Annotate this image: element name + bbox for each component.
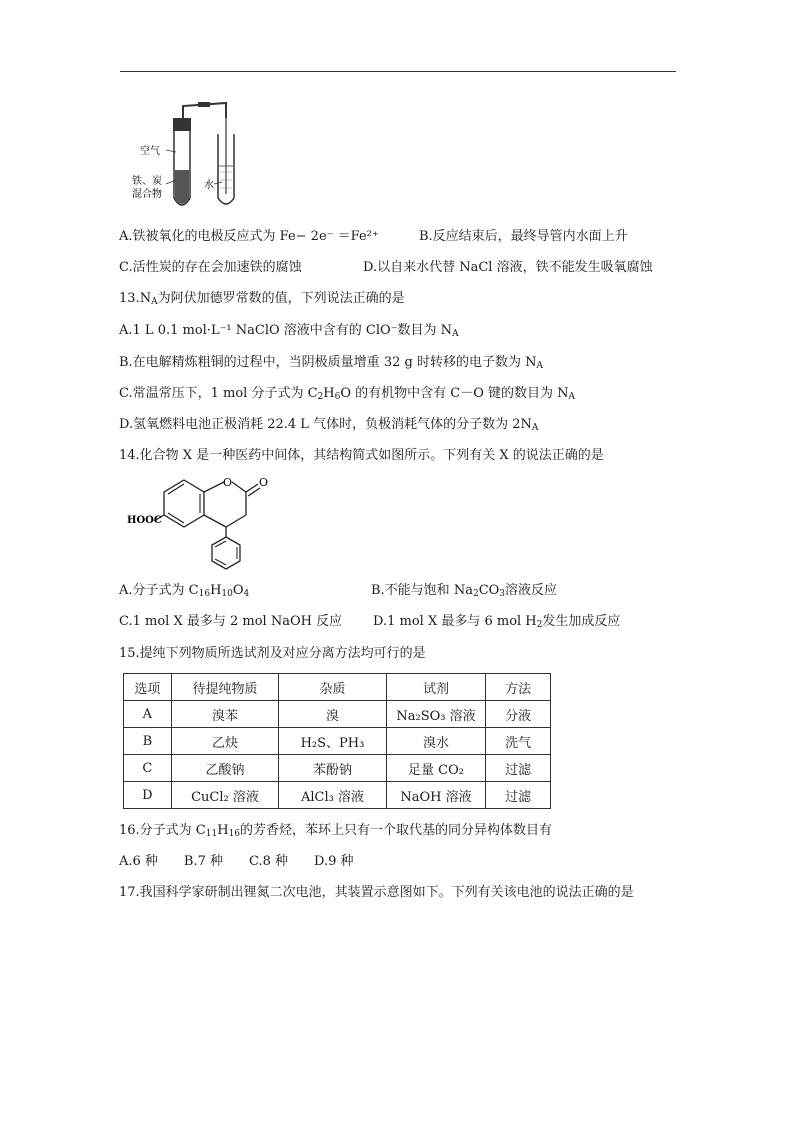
table-cell: 苯酚钠 (279, 755, 386, 782)
q16-stem: 16.分子式为 $C_{11}H_{16}$的芳香烃，苯环上只有一个取代基的同分异构体数目有 (119, 823, 553, 839)
table-cell: D (124, 782, 172, 809)
header-rule (120, 71, 676, 72)
q16-options: A.6 种 B.7 种 C.8 种 D.9 种 (119, 854, 354, 869)
q14-option-a: A.分子式为 $C_{16}H_{10}O_4$ (119, 583, 250, 599)
q13-option-c: C.常温常压下，1 mol 分子式为 $C_2H_6O$ 的有机物中含有 C－O 键的数目为 $N_A$ (119, 386, 576, 402)
q17-stem: 17.我国科学家研制出锂氮二次电池，其装置示意图如下。下列有关该电池的说法正确的是 (119, 885, 634, 900)
label-water: 水 (204, 180, 214, 191)
q14-option-b: B.不能与饱和 $Na_2CO_3$溶液反应 (371, 583, 558, 599)
q12-option-c: C.活性炭的存在会加速铁的腐蚀 (119, 260, 302, 275)
table-header: 试剂 (386, 674, 486, 701)
carbonyl-oxygen: O (259, 476, 269, 489)
label-mixture-1: 铁、炭 (132, 176, 162, 187)
table-cell: 足量 CO₂ (386, 755, 486, 782)
table-cell: 分液 (486, 701, 551, 728)
table-header: 选项 (124, 674, 172, 701)
corrosion-apparatus-diagram (132, 98, 248, 213)
table-cell: 溴 (279, 701, 386, 728)
table-cell: B (124, 728, 172, 755)
table-cell: NaOH 溶液 (386, 782, 486, 809)
label-air: 空气 (140, 146, 160, 157)
table-cell: 溴苯 (171, 701, 278, 728)
q12-option-d: D.以自来水代替 NaCl 溶液，铁不能发生吸氧腐蚀 (363, 260, 653, 275)
label-mixture-2: 混合物 (132, 189, 162, 200)
table-row (124, 701, 551, 728)
table-cell: 溴水 (386, 728, 486, 755)
table-header: 方法 (486, 674, 551, 701)
table-cell: A (124, 701, 172, 728)
table-cell: Na₂SO₃ 溶液 (386, 701, 486, 728)
table-cell: 洗气 (486, 728, 551, 755)
q13-stem: $13.N_A$为阿伏加德罗常数的值，下列说法正确的是 (119, 291, 405, 307)
q14-stem: 14.化合物 X 是一种医药中间体，其结构简式如图所示。下列有关 X 的说法正确的是 (119, 448, 604, 463)
q14-option-d: D.1 mol X 最多与 6 mol $H_2$发生加成反应 (373, 614, 621, 630)
purification-table (123, 673, 551, 809)
table-cell: 乙炔 (171, 728, 278, 755)
q13-option-d: D.氢氧燃料电池正极消耗 22.4 L 气体时，负极消耗气体的分子数为 $2N_A$ (119, 417, 539, 433)
table-cell: 乙酸钠 (171, 755, 278, 782)
ring-oxygen: O (223, 476, 233, 489)
table-row (124, 728, 551, 755)
q13-option-b: B.在电解精炼粗铜的过程中，当阴极质量增重 32 g 时转移的电子数为 $N_A$ (119, 355, 543, 371)
hooc-label: HOOC (127, 515, 162, 526)
table-cell: AlCl₃ 溶液 (279, 782, 386, 809)
table-row (124, 782, 551, 809)
q15-stem: 15.提纯下列物质所选试剂及对应分离方法均可行的是 (119, 646, 426, 661)
q13-option-a: A.1 L 0.1 mol·L⁻¹ NaClO 溶液中含有的 ClO⁻数目为 $N_A$ (119, 323, 459, 339)
table-cell: 过滤 (486, 782, 551, 809)
table-header: 待提纯物质 (171, 674, 278, 701)
table-cell: H₂S、PH₃ (279, 728, 386, 755)
table-row (124, 755, 551, 782)
compound-x-structure (124, 470, 284, 570)
table-cell: C (124, 755, 172, 782)
q12-option-a: A.铁被氧化的电极反应式为 Fe− 2e⁻ ＝Fe²⁺ (119, 229, 379, 244)
q12-option-b: B.反应结束后，最终导管内水面上升 (419, 229, 628, 244)
table-header-row (124, 674, 551, 701)
table-cell: CuCl₂ 溶液 (171, 782, 278, 809)
table-cell: 过滤 (486, 755, 551, 782)
q14-option-c: C.1 mol X 最多与 2 mol NaOH 反应 (119, 614, 343, 629)
table-header: 杂质 (279, 674, 386, 701)
